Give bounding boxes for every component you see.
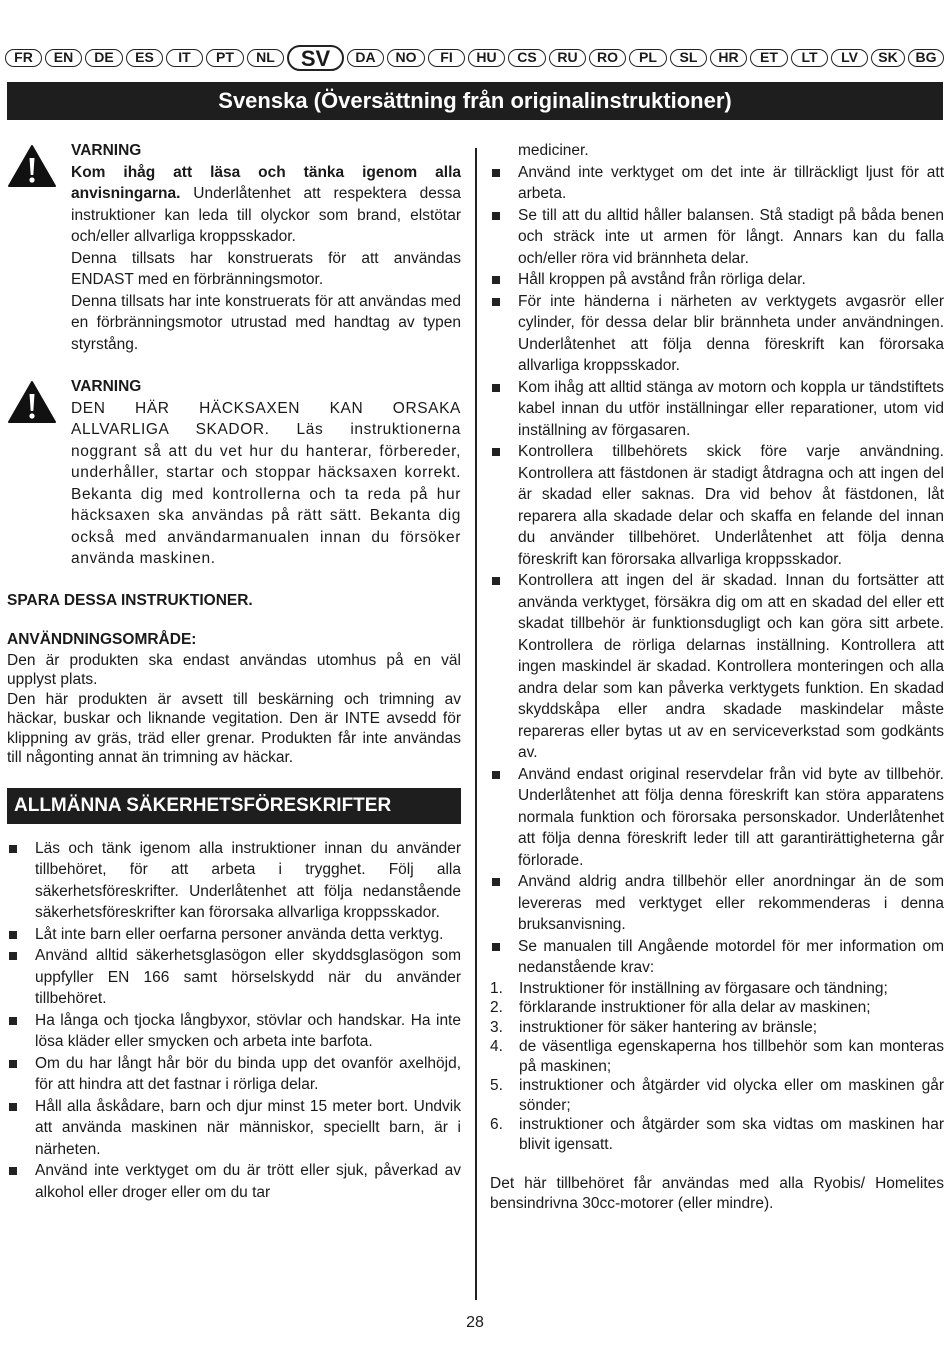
safety-list-continued — [490, 162, 944, 979]
warning-heading: VARNING — [71, 142, 142, 159]
lang-tab[interactable]: LT — [791, 49, 828, 67]
bullet-icon — [492, 943, 500, 951]
lang-tab[interactable]: RO — [589, 49, 626, 67]
list-item — [490, 570, 944, 764]
warning-triangle-icon — [7, 144, 57, 188]
warning-body: Underlåtenhet att respektera dessa instruktioner kan leda till olyckor som brand, elstötar och/eller allvarliga kroppsskador. — [71, 185, 461, 245]
page-title: Svenska (Översättning från originalinstruktioner) — [7, 82, 943, 120]
item-number: 6. — [490, 1116, 503, 1133]
list-item-text: Kontrollera att ingen del är skadad. Innan du fortsätter att använda verktyget, försäkra dig om att en skadad del eller ett skadat tillbehör är funktionsdugligt och kan göra sitt arbete. Kontrollera de rörliga delarnas inställning. Kontrollera att ingen maskindel är skadad. Kontrollera monteringen och alla andra delar som kan påverka verktygets funktion. En skadad skyddskåpa eller andra skadade maskindelar måste repareras eller bytas ut av en serviceverkstad som godkänts av. — [518, 572, 944, 761]
item-text: instruktioner för säker hantering av bränsle; — [519, 1018, 818, 1036]
list-item — [490, 205, 944, 270]
save-instructions: SPARA DESSA INSTRUKTIONER. — [7, 591, 253, 609]
item-number: 5. — [490, 1077, 503, 1094]
lang-tab[interactable]: DE — [85, 49, 123, 67]
list-item-text: Se till att du alltid håller balansen. Stå stadigt på båda benen och sträck inte ut armen för långt. Annars kan du falla och/eller röra vid brännheta delar. — [518, 206, 944, 267]
list-item — [7, 1160, 461, 1203]
warning-block — [7, 376, 461, 570]
list-item-text: Använd aldrig andra tillbehör eller anordningar än de som levereras med verktyget eller rekommenderas i denna bruksanvisning. — [518, 873, 944, 933]
language-selector — [5, 45, 945, 71]
lang-tab[interactable]: PT — [206, 49, 244, 67]
list-item — [490, 764, 944, 872]
continued-text: mediciner. — [518, 142, 589, 159]
list-item — [490, 936, 944, 979]
warning-paragraph: Denna tillsats har konstruerats för att användas ENDAST med en förbränningsmotor. — [71, 249, 461, 288]
item-number: 1. — [490, 979, 503, 997]
lang-tab[interactable]: FI — [428, 49, 465, 67]
bullet-icon — [9, 1060, 17, 1068]
closing-paragraph: Det här tillbehöret får användas med alla Ryobis/ Homelites bensindrivna 30cc-motorer (eller mindre). — [490, 1175, 944, 1212]
list-item — [490, 162, 944, 205]
list-item-text: Använd inte verktyget om det inte är tillräckligt ljust för att arbeta. — [518, 163, 944, 202]
list-item-text: Om du har långt hår bör du binda upp det ovanför axelhöjd, för att hindra att det fastnar i rörliga delar. — [35, 1054, 461, 1093]
lang-tab[interactable]: DA — [347, 49, 384, 67]
lang-tab[interactable]: ES — [126, 49, 163, 67]
item-number: 3. — [490, 1018, 503, 1036]
bullet-icon — [492, 212, 500, 220]
requirements-list — [490, 979, 944, 1155]
bullet-icon — [492, 384, 500, 392]
numbered-item — [490, 979, 944, 999]
list-item — [7, 1096, 461, 1161]
warning-heading: VARNING — [71, 378, 142, 395]
list-item-text: Se manualen till Angående motordel för mer information om nedanstående krav: — [518, 937, 944, 976]
list-item-text: Använd alltid säkerhetsglasögon eller skyddsglasögon som uppfyller EN 166 samt hörselskydd när du använder tillbehöret. — [35, 947, 461, 1007]
usage-paragraph: Den är produkten ska endast användas utomhus på en väl upplyst plats. — [7, 651, 461, 688]
list-item-text: Kom ihåg att alltid stänga av motorn och koppla ur tändstiftets kabel innan du utför inställningar eller reparationer, utom vid inställning av förgasaren. — [518, 378, 944, 439]
safety-list — [7, 838, 461, 1204]
bullet-icon — [492, 276, 500, 284]
numbered-item — [490, 1037, 944, 1076]
item-text: förklarande instruktioner för alla delar av maskinen; — [519, 999, 871, 1016]
list-item-text: Ha långa och tjocka långbyxor, stövlar och handskar. Ha inte lösa kläder eller smycken och arbeta inte barfota. — [35, 1011, 461, 1050]
bullet-icon — [492, 577, 500, 585]
bullet-icon — [9, 1017, 17, 1025]
bullet-icon — [492, 169, 500, 177]
lang-tab[interactable]: RU — [549, 49, 586, 67]
item-text: instruktioner och åtgärder som ska vidtas om maskinen har blivit igensatt. — [519, 1116, 944, 1153]
list-item-text: Använd endast original reservdelar från vid byte av tillbehör. Underlåtenhet att följa denna föreskrift kan störa apparatens normala funktion och förorsaka personskador. Underlåtenhet att följa denna föreskrift leder till att garantirättigheterna går förlorade. — [518, 765, 944, 869]
list-item — [490, 871, 944, 936]
bullet-icon — [9, 1167, 17, 1175]
bullet-icon — [9, 845, 17, 853]
list-item — [490, 269, 944, 291]
list-item-text: Läs och tänk igenom alla instruktioner innan du använder tillbehöret, för att arbeta i trygghet. Följ alla säkerhetsföreskrifter. Underlåtenhet att följa nedanstående säkerhetsföreskrifter kan förorsaka allvarliga kroppsskador. — [35, 839, 461, 921]
lang-tab[interactable]: ET — [750, 49, 788, 67]
bullet-icon — [9, 952, 17, 960]
bullet-icon — [492, 878, 500, 886]
list-item-text: Håll kroppen på avstånd från rörliga delar. — [518, 271, 806, 288]
warning-block — [7, 140, 461, 355]
list-item-text: Låt inte barn eller oerfarna personer använda detta verktyg. — [35, 925, 444, 943]
list-item — [7, 945, 461, 1010]
list-item — [7, 1053, 461, 1096]
lang-tab[interactable]: HU — [468, 49, 505, 67]
numbered-item — [490, 1076, 944, 1115]
item-number: 2. — [490, 999, 503, 1016]
warning-text: DEN HÄR HÄCKSAXEN KAN ORSAKA ALLVARLIGA SKADOR. Läs instruktionerna noggrant så att du vet hur du hanterar, förbereder, underhåller, startar och stoppar häcksaxen korrekt. Bekanta dig med kontrollerna och ta reda på hur häcksaxen ska användas på rätt sätt. Bekanta dig också med användarmanualen innan du försöker använda maskinen. — [71, 399, 461, 567]
warning-lead: Kom ihåg att läsa och tänka igenom alla anvisningarna. — [71, 163, 461, 202]
lang-tab[interactable]: NL — [247, 49, 284, 67]
lang-tab[interactable]: NO — [387, 49, 425, 67]
bullet-icon — [9, 1103, 17, 1111]
numbered-item — [490, 1115, 944, 1154]
warning-paragraph: Denna tillsats har inte konstruerats för att användas med en förbränningsmotor utrustad med handtag av typen styrstång. — [71, 292, 461, 353]
list-item — [490, 377, 944, 442]
list-item — [490, 441, 944, 570]
list-item — [7, 924, 461, 946]
lang-tab[interactable]: PL — [629, 49, 667, 67]
right-column — [490, 140, 944, 1213]
list-item — [490, 291, 944, 377]
item-text: de väsentliga egenskaperna hos tillbehör som kan monteras på maskinen; — [519, 1038, 944, 1075]
bullet-icon — [492, 448, 500, 456]
lang-tab[interactable]: SK — [871, 49, 905, 67]
item-text: Instruktioner för inställning av förgasare och tändning; — [519, 979, 888, 997]
left-column — [7, 140, 461, 1203]
lang-tab[interactable]: IT — [166, 49, 203, 67]
lang-tab[interactable]: HR — [710, 49, 747, 67]
column-divider — [475, 148, 477, 1300]
list-item-text: Kontrollera tillbehörets skick före varje användning. Kontrollera att fästdonen är stadigt åtdragna och att ingen del är skadad eller saknas. Dra vid behov åt fästdonen, låt reparera alla skadade delar och skaffa en felande del innan du använder tillbehöret. Underlåtenhet att följa denna föreskrift kan förorsaka allvarliga kroppsskador. — [518, 443, 944, 568]
list-item — [7, 838, 461, 924]
bullet-icon — [492, 298, 500, 306]
lang-tab[interactable]: LV — [831, 49, 868, 67]
list-item-text: Håll alla åskådare, barn och djur minst 15 meter bort. Undvik att använda maskinen när människor, speciellt barn, är i närheten. — [35, 1097, 461, 1158]
bullet-icon — [9, 931, 17, 939]
usage-paragraph: Den här produkten är avsett till beskärning och trimning av häckar, buskar och liknande vegitation. Den är INTE avsedd för klippning av gräs, träd eller grenar. Produkten får inte användas till någonting annat än trimning av häckar. — [7, 690, 461, 766]
list-item — [7, 1010, 461, 1053]
page-number: 28 — [466, 1314, 484, 1331]
lang-tab[interactable]: BG — [908, 49, 944, 67]
lang-tab-active[interactable]: SV — [287, 45, 344, 71]
bullet-icon — [492, 771, 500, 779]
lang-tab[interactable]: EN — [45, 49, 82, 67]
warning-triangle-icon — [7, 380, 57, 424]
item-text: instruktioner och åtgärder vid olycka eller om maskinen går sönder; — [519, 1077, 944, 1114]
usage-heading: ANVÄNDNINGSOMRÅDE: — [7, 631, 197, 648]
lang-tab[interactable]: FR — [5, 49, 42, 67]
list-item-text: Använd inte verktyget om du är trött eller sjuk, påverkad av alkohol eller droger eller om du tar — [35, 1162, 461, 1201]
item-number: 4. — [490, 1038, 503, 1055]
numbered-item — [490, 1018, 944, 1038]
warning-text — [71, 162, 461, 248]
lang-tab[interactable]: CS — [508, 49, 546, 67]
list-item-text: För inte händerna i närheten av verktygets avgasrör eller cylinder, för dessa delar blir brännheta under användningen. Underlåtenhet att följa denna föreskrift kan förorsaka allvarliga kroppsskador. — [518, 292, 944, 374]
safety-section-heading: ALLMÄNNA SÄKERHETSFÖRESKRIFTER — [7, 788, 461, 824]
numbered-item — [490, 998, 944, 1018]
lang-tab[interactable]: SL — [670, 49, 707, 67]
